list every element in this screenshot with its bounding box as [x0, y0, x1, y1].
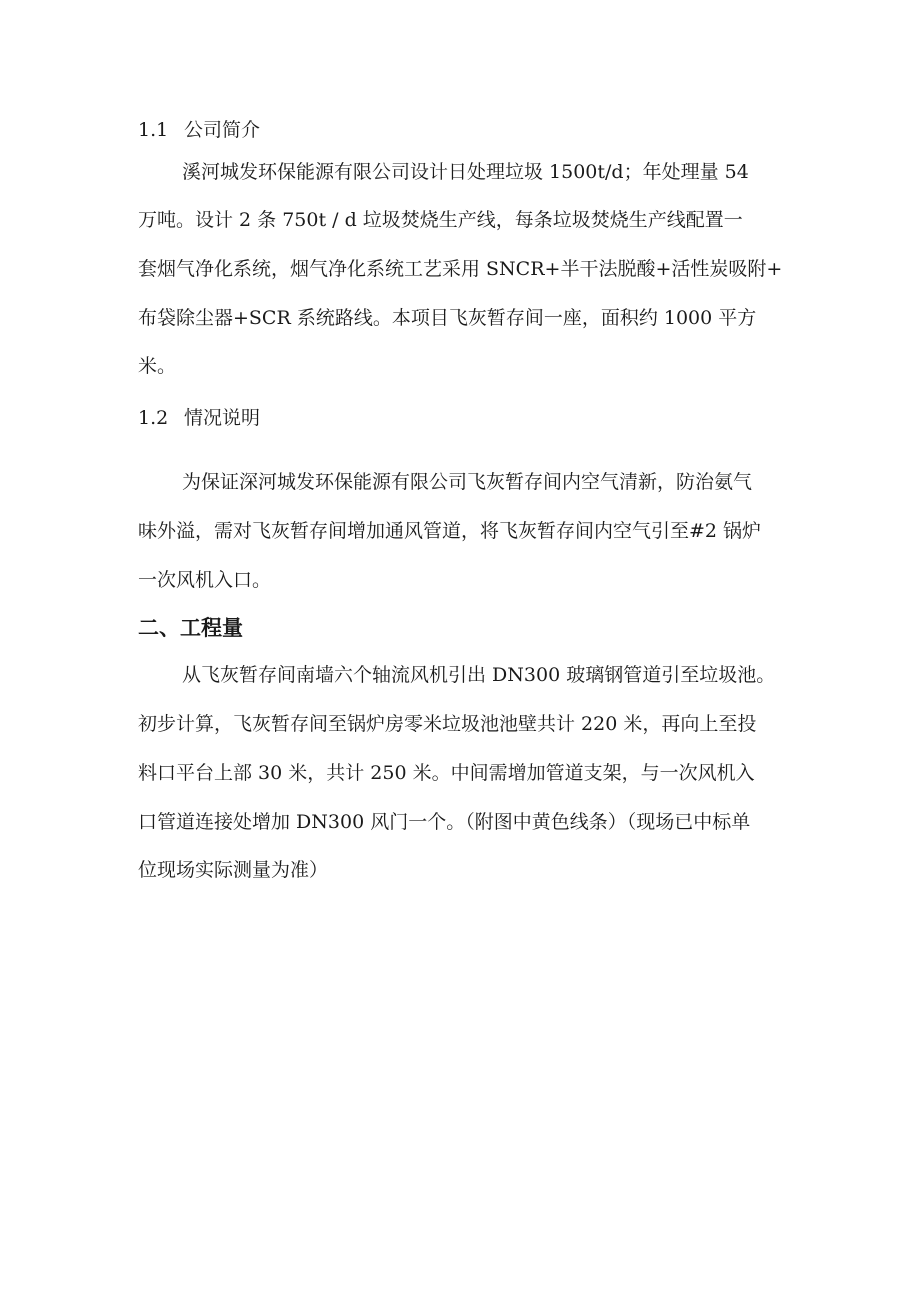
section-2-heading: 二、工程量 [138, 616, 243, 640]
section-1-1-line-1: 溪河城发环保能源有限公司设计日处理垃圾 1500t/d；年处理量 54 [182, 161, 749, 183]
section-2-line-4: 口管道连接处增加 DN300 风门一个。（附图中黄色线条）（现场已中标单 [138, 811, 751, 833]
section-2-line-5: 位现场实际测量为准） [138, 859, 329, 881]
section-1-2-line-1: 为保证深河城发环保能源有限公司飞灰暂存间内空气清新，防治氨气 [182, 471, 753, 493]
section-1-2-line-3: 一次风机入口。 [138, 569, 272, 591]
section-1-1-line-3: 套烟气净化系统，烟气净化系统工艺采用 SNCR+半干法脱酸+活性炭吸附+ [138, 258, 783, 280]
section-1-2-number: 1.2 [138, 407, 169, 429]
section-1-1-line-2: 万吨。设计 2 条 750t / d 垃圾焚烧生产线，每条垃圾焚烧生产线配置一 [138, 209, 743, 231]
section-1-1-number: 1.1 [138, 119, 169, 141]
section-1-2-title: 情况说明 [184, 407, 261, 429]
section-1-1-line-4: 布袋除尘器+SCR 系统路线。本项目飞灰暂存间一座，面积约 1000 平方 [138, 307, 757, 329]
section-1-1-heading [138, 118, 260, 142]
section-1-1-line-5: 米。 [138, 355, 177, 377]
section-2-line-1: 从飞灰暂存间南墙六个轴流风机引出 DN300 玻璃钢管道引至垃圾池。 [182, 664, 776, 686]
section-1-1-title: 公司简介 [184, 119, 261, 141]
section-1-2-heading [138, 406, 260, 430]
section-2-line-2: 初步计算，飞灰暂存间至锅炉房零米垃圾池池壁共计 220 米，再向上至投 [138, 713, 757, 735]
section-1-2-line-2: 味外溢，需对飞灰暂存间增加通风管道，将飞灰暂存间内空气引至#2 锅炉 [138, 520, 762, 542]
section-2-line-3: 料口平台上部 30 米，共计 250 米。中间需增加管道支架，与一次风机入 [138, 762, 755, 784]
